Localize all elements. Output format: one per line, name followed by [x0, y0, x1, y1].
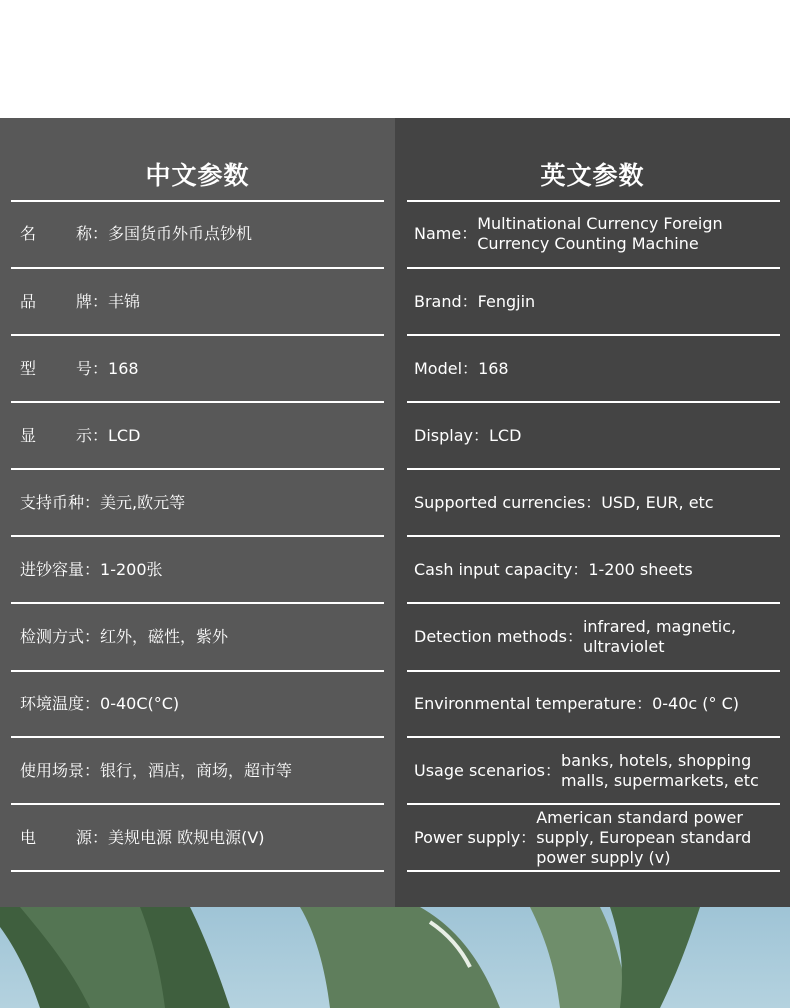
- spec-row-model: 型 号 ： 168: [20, 336, 380, 401]
- spec-row-usage: 使用场景 ： 银行，酒店，商场，超市等: [20, 738, 380, 803]
- top-blank-area: [0, 0, 790, 118]
- spec-label: 环境温度: [20, 694, 85, 713]
- spec-row-name: 名 称 ： 多国货币外币点钞机: [20, 201, 380, 267]
- spec-value: infrared, magnetic, ultraviolet: [582, 617, 737, 656]
- spec-value: 红外，磁性，紫外: [100, 627, 229, 646]
- spec-label: Power supply: [414, 827, 521, 847]
- spec-row-brand: Brand ： Fengjin: [414, 269, 776, 334]
- divider: [407, 870, 780, 872]
- spec-label: Usage scenarios: [414, 760, 546, 780]
- spec-value: LCD: [108, 425, 141, 445]
- spec-label: Display: [414, 425, 473, 445]
- spec-label: Environmental temperature: [414, 694, 637, 713]
- spec-label: Model: [414, 358, 463, 378]
- spec-value: 美元,欧元等: [100, 492, 186, 512]
- chinese-spec-title: 中文参数: [145, 161, 250, 190]
- spec-value: USD, EUR, etc: [601, 492, 714, 512]
- spec-value: 0-40C(°C): [100, 694, 180, 713]
- spec-label: 使用场景: [20, 760, 85, 780]
- spec-value: 丰锦: [108, 291, 141, 311]
- spec-label: Cash input capacity: [414, 559, 573, 579]
- spec-value: 0-40c (° C): [652, 694, 740, 713]
- spec-row-brand: 品 牌 ： 丰锦: [20, 269, 380, 334]
- spec-value: banks, hotels, shopping malls, supermarkets, etc: [561, 750, 759, 790]
- spec-value: 168: [108, 358, 139, 378]
- spec-row-capacity: Cash input capacity ： 1-200 sheets: [414, 537, 776, 602]
- spec-label: Supported currencies: [414, 492, 586, 512]
- spec-row-power: 电 源 ： 美规电源 欧规电源(V): [20, 805, 380, 870]
- spec-label: 进钞容量: [20, 559, 85, 579]
- spec-label: 检测方式: [20, 627, 85, 646]
- spec-row-name: Name ： Multinational Currency Foreign Currency Counting Machine: [414, 201, 776, 267]
- english-spec-title: 英文参数: [540, 161, 645, 190]
- spec-label: 支持币种: [20, 492, 85, 512]
- spec-value: Multinational Currency Foreign Currency Counting Machine: [477, 214, 723, 253]
- leaf-illustration: [0, 907, 790, 1008]
- leaf-photo: [0, 907, 790, 1008]
- spec-value: 1-200 sheets: [588, 559, 693, 579]
- spec-value: 多国货币外币点钞机: [108, 224, 253, 243]
- spec-row-currencies: Supported currencies ： USD, EUR, etc: [414, 470, 776, 535]
- spec-row-usage: Usage scenarios ： banks, hotels, shopping malls, supermarkets, etc: [414, 738, 776, 803]
- english-spec-panel: [395, 118, 790, 907]
- spec-row-temperature: 环境温度 ： 0-40C(°C): [20, 672, 380, 736]
- spec-row-model: Model ： 168: [414, 336, 776, 401]
- spec-label: Brand: [414, 291, 462, 311]
- spec-row-detection: Detection methods ： infrared, magnetic, ultraviolet: [414, 604, 776, 670]
- spec-value: 1-200张: [100, 559, 163, 579]
- spec-row-capacity: 进钞容量 ： 1-200张: [20, 537, 380, 602]
- spec-row-temperature: Environmental temperature ： 0-40c (° C): [414, 672, 776, 736]
- spec-row-power: Power supply ： American standard power supply, European standard power supply (v): [414, 805, 776, 870]
- spec-value: American standard power supply, European standard power supply (v): [536, 807, 752, 867]
- spec-row-detection: 检测方式 ： 红外，磁性，紫外: [20, 604, 380, 670]
- spec-label: Detection methods: [414, 627, 567, 646]
- spec-row-display: 显 示 ： LCD: [20, 403, 380, 468]
- spec-row-currencies: 支持币种 ： 美元,欧元等: [20, 470, 380, 535]
- spec-value: 168: [478, 358, 509, 378]
- divider: [11, 870, 384, 872]
- chinese-spec-panel: [0, 118, 395, 907]
- spec-row-display: Display ： LCD: [414, 403, 776, 468]
- spec-value: 银行，酒店，商场，超市等: [100, 760, 293, 780]
- spec-value: 美规电源 欧规电源(V): [108, 827, 265, 847]
- spec-label: Name: [414, 224, 462, 243]
- spec-value: LCD: [489, 425, 522, 445]
- spec-value: Fengjin: [477, 291, 536, 311]
